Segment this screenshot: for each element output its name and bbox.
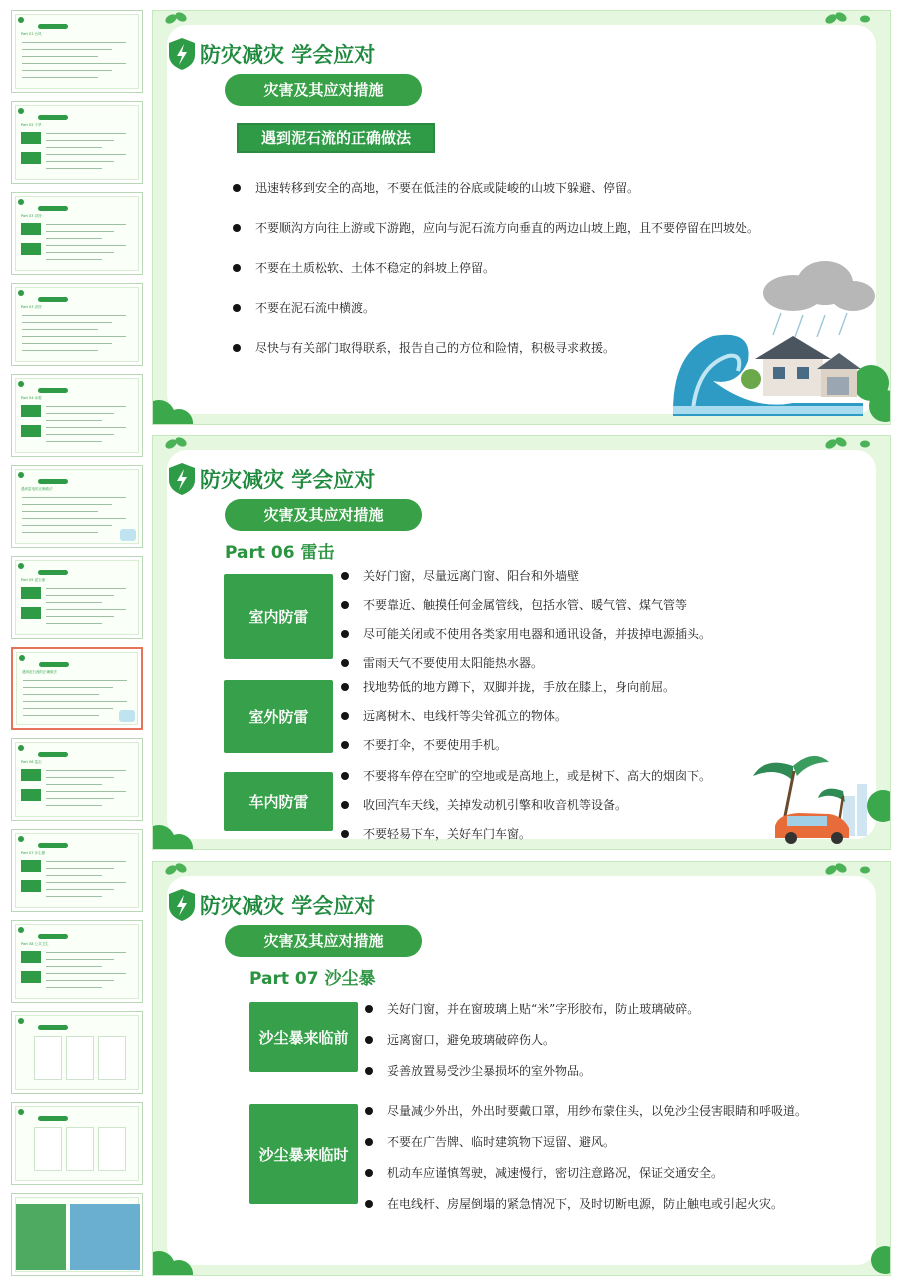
slide-thumbnail[interactable]	[11, 192, 143, 275]
bullet-item: 不要在广告牌、临时建筑物下逗留、避风。	[361, 1133, 807, 1150]
thumb-text-line	[46, 868, 114, 869]
thumb-part-label: Part 08 公共卫生	[21, 942, 49, 946]
thumb-part-label: Part 01 台风	[21, 32, 42, 36]
group-bullet-list	[337, 678, 675, 765]
thumb-box	[21, 860, 41, 872]
group-bullet-list	[337, 567, 711, 683]
subtitle-pill: 灾害及其应对措施	[225, 74, 422, 106]
bullet-item: 妥善放置易受沙尘暴损坏的室外物品。	[361, 1062, 699, 1079]
bullet-item: 不要轻易下车，关好车门车窗。	[337, 825, 711, 842]
bullet-item: 雷雨天气不要使用太阳能热水器。	[337, 654, 711, 671]
slide-thumbnail[interactable]	[11, 647, 143, 730]
shield-logo-icon	[167, 888, 197, 922]
thumb-text-line	[46, 259, 102, 260]
thumb-text-line	[22, 525, 112, 526]
slide-thumbnail-panel[interactable]	[0, 0, 150, 1286]
thumb-box	[21, 243, 41, 255]
group-bullet-list	[361, 1102, 807, 1226]
thumb-pill	[38, 1116, 68, 1121]
thumb-text-line	[46, 889, 114, 890]
thumb-text-line	[46, 616, 114, 617]
thumb-card	[98, 1036, 126, 1080]
thumb-text-line	[22, 329, 98, 330]
slide-sandstorm[interactable]	[152, 861, 891, 1276]
thumb-text-line	[46, 980, 114, 981]
thumb-logo-icon	[18, 836, 24, 842]
thumb-pill	[38, 115, 68, 120]
thumb-text-line	[46, 147, 102, 148]
bullet-item: 迅速转移到安全的高地，不要在低洼的谷底或陡峻的山坡下躲避、停留。	[229, 179, 759, 196]
thumb-box	[21, 607, 41, 619]
thumb-part-label: 遇到泥石流的正确做法	[22, 670, 57, 674]
group-label-box: 沙尘暴来临时	[249, 1104, 358, 1204]
thumb-text-line	[46, 154, 126, 155]
thumb-text-line	[46, 959, 114, 960]
thumb-text-line	[46, 413, 114, 414]
bullet-item: 关好门窗，尽量远离门窗、阳台和外墙壁	[337, 567, 711, 584]
thumb-text-line	[46, 133, 126, 134]
thumb-text-line	[46, 252, 114, 253]
thumb-text-line	[46, 882, 126, 883]
thumb-text-line	[46, 420, 102, 421]
thumb-text-line	[22, 343, 112, 344]
thumb-pill	[38, 388, 68, 393]
thumb-text-line	[46, 623, 102, 624]
slide-thumbnail[interactable]	[11, 101, 143, 184]
thumb-text-line	[46, 434, 114, 435]
slide-thumbnail[interactable]	[11, 465, 143, 548]
slide-debris-flow[interactable]	[152, 10, 891, 425]
thumb-part-label: Part 04 冰雹	[21, 396, 42, 400]
thumb-pill	[38, 479, 68, 484]
thumb-illustration	[119, 710, 135, 722]
slide-thumbnail[interactable]	[11, 283, 143, 366]
thumb-text-line	[46, 441, 102, 442]
thumb-box	[21, 223, 41, 235]
thumb-text-line	[46, 791, 126, 792]
thumb-box	[21, 880, 41, 892]
bullet-item: 不要靠近、触摸任何金属管线，包括水管、暖气管、煤气管等	[337, 596, 711, 613]
group-label-box: 室外防雷	[224, 680, 333, 753]
thumb-box	[21, 152, 41, 164]
thumb-logo-icon	[18, 1018, 24, 1024]
bullet-item: 尽量减少外出，外出时要戴口罩，用纱布蒙住头，以免沙尘侵害眼睛和呼吸道。	[361, 1102, 807, 1119]
thumb-text-line	[22, 70, 112, 71]
thumb-illustration	[120, 529, 136, 541]
slide-thumbnail[interactable]	[11, 374, 143, 457]
thumb-part-label: Part 02 干旱	[21, 123, 42, 127]
thumb-box	[21, 951, 41, 963]
thumb-box	[21, 405, 41, 417]
bullet-item: 在电线杆、房屋倒塌的紧急情况下，及时切断电源，防止触电或引起火灾。	[361, 1195, 807, 1212]
thumb-text-line	[22, 336, 126, 337]
thumb-pill	[38, 934, 68, 939]
bullet-item: 不要顺沟方向往上游或下游跑，应向与泥石流方向垂直的两边山坡上跑，且不要停留在凹坡处。	[229, 219, 759, 236]
thumb-pill	[39, 662, 69, 667]
thumb-text-line	[46, 896, 102, 897]
group-bullet-list	[337, 767, 711, 850]
thumb-text-line	[22, 350, 98, 351]
thumb-text-line	[46, 973, 126, 974]
thumb-text-line	[23, 680, 127, 681]
thumb-text-line	[22, 532, 98, 533]
thumb-logo-icon	[18, 290, 24, 296]
thumb-text-line	[46, 224, 126, 225]
thumb-text-line	[46, 805, 102, 806]
part-heading: Part 06 雷击	[225, 543, 335, 563]
thumb-box	[21, 971, 41, 983]
bullet-item: 关好门窗，并在窗玻璃上贴“米”字形胶布，防止玻璃破碎。	[361, 1000, 699, 1017]
thumb-pill	[38, 752, 68, 757]
bullet-item: 尽可能关闭或不使用各类家用电器和通讯设备，并拔掉电源插头。	[337, 625, 711, 642]
thumb-part-label: Part 03 洪涝	[21, 305, 42, 309]
thumb-logo-icon	[18, 745, 24, 751]
slide-title: 防灾减灾 学会应对	[200, 468, 376, 492]
slide-thumbnail[interactable]	[11, 1102, 143, 1185]
thumb-text-line	[23, 701, 127, 702]
bullet-item: 远离树木、电线杆等尖耸孤立的物体。	[337, 707, 675, 724]
group-bullet-list	[361, 1000, 699, 1093]
group-label-box: 沙尘暴来临前	[249, 1002, 358, 1072]
thumb-card	[66, 1036, 94, 1080]
thumb-logo-icon	[18, 108, 24, 114]
bullet-item: 尽快与有关部门取得联系，报告自己的方位和险情，积极寻求救援。	[229, 339, 759, 356]
thumb-text-line	[22, 497, 126, 498]
thumb-pill	[38, 297, 68, 302]
thumb-text-line	[46, 798, 114, 799]
thumb-text-line	[46, 609, 126, 610]
slide-lightning[interactable]	[152, 435, 891, 850]
thumb-box	[21, 132, 41, 144]
thumb-text-line	[46, 231, 114, 232]
thumb-box	[21, 769, 41, 781]
thumb-part-label: Part 03 洪涝	[21, 214, 42, 218]
thumb-text-line	[23, 715, 99, 716]
thumb-text-line	[22, 77, 98, 78]
thumb-logo-icon	[18, 472, 24, 478]
thumb-text-line	[46, 770, 126, 771]
thumb-text-line	[46, 602, 102, 603]
thumb-logo-icon	[18, 563, 24, 569]
thumb-card	[66, 1127, 94, 1171]
slide-title: 防灾减灾 学会应对	[200, 43, 376, 67]
thumb-card	[34, 1127, 62, 1171]
thumb-text-line	[23, 708, 113, 709]
thumb-text-line	[46, 427, 126, 428]
thumb-text-line	[22, 518, 126, 519]
thumb-text-line	[22, 42, 126, 43]
thumb-pill	[38, 1025, 68, 1030]
part-heading: Part 07 沙尘暴	[249, 969, 376, 989]
thumb-logo-icon	[18, 927, 24, 933]
thumb-card	[98, 1127, 126, 1171]
thumb-text-line	[46, 987, 102, 988]
thumb-part-label: Part 07 沙尘暴	[21, 851, 46, 855]
thumb-text-line	[22, 63, 126, 64]
section-heading: 遇到泥石流的正确做法	[237, 123, 435, 153]
thumb-pill	[38, 843, 68, 848]
thumb-text-line	[46, 777, 114, 778]
thumb-logo-icon	[18, 1109, 24, 1115]
thumb-text-line	[23, 694, 99, 695]
shield-logo-icon	[167, 462, 197, 496]
bullet-item: 收回汽车天线，关掉发动机引擎和收音机等设备。	[337, 796, 711, 813]
thumb-text-line	[23, 687, 113, 688]
bullet-item: 找地势低的地方蹲下，双脚并拢，手放在膝上，身向前屈。	[337, 678, 675, 695]
group-label-box: 室内防雷	[224, 574, 333, 659]
bullet-item: 机动车应谨慎驾驶，减速慢行，密切注意路况，保证交通安全。	[361, 1164, 807, 1181]
thumb-text-line	[22, 322, 112, 323]
bullet-list	[229, 179, 759, 379]
thumb-text-line	[46, 140, 114, 141]
thumb-logo-icon	[18, 199, 24, 205]
thumb-pill	[38, 206, 68, 211]
thumb-text-line	[46, 595, 114, 596]
thumb-text-line	[22, 49, 112, 50]
bullet-item: 不要将车停在空旷的空地或是高地上，或是树下、高大的烟囱下。	[337, 767, 711, 784]
slide-thumbnail[interactable]	[11, 556, 143, 639]
thumb-logo-icon	[18, 381, 24, 387]
slide-thumbnail[interactable]	[11, 829, 143, 912]
thumb-text-line	[46, 406, 126, 407]
bullet-item: 不要打伞，不要使用手机。	[337, 736, 675, 753]
slide-thumbnail[interactable]	[11, 1193, 143, 1276]
subtitle-pill: 灾害及其应对措施	[225, 925, 422, 957]
group-label-box: 车内防雷	[224, 772, 333, 831]
thumb-text-line	[46, 861, 126, 862]
thumb-poster-image	[70, 1204, 140, 1270]
thumb-text-line	[22, 56, 98, 57]
slide-thumbnail[interactable]	[11, 1011, 143, 1094]
thumb-text-line	[46, 875, 102, 876]
thumb-text-line	[46, 588, 126, 589]
thumb-box	[21, 587, 41, 599]
slide-thumbnail[interactable]	[11, 10, 143, 93]
slide-title: 防灾减灾 学会应对	[200, 894, 376, 918]
thumb-pill	[38, 570, 68, 575]
bullet-item: 不要在泥石流中横渡。	[229, 299, 759, 316]
thumb-part-label: Part 06 雷击	[21, 760, 42, 764]
thumb-text-line	[46, 784, 102, 785]
thumb-text-line	[46, 238, 102, 239]
thumb-box	[21, 789, 41, 801]
thumb-logo-icon	[18, 17, 24, 23]
bullet-item: 不要在土质松软、土体不稳定的斜坡上停留。	[229, 259, 759, 276]
slide-thumbnail[interactable]	[11, 920, 143, 1003]
thumb-part-label: Part 05 泥石流	[21, 578, 46, 582]
thumb-part-label: 遇到雷电的正确做法	[21, 487, 53, 491]
thumb-sidebar	[16, 1204, 66, 1270]
thumb-text-line	[22, 315, 126, 316]
thumb-text-line	[46, 245, 126, 246]
shield-logo-icon	[167, 37, 197, 71]
thumb-text-line	[22, 504, 112, 505]
thumb-pill	[38, 24, 68, 29]
thumb-text-line	[22, 511, 98, 512]
thumb-box	[21, 425, 41, 437]
bullet-item: 远离窗口，避免玻璃破碎伤人。	[361, 1031, 699, 1048]
thumb-text-line	[46, 161, 114, 162]
thumb-text-line	[46, 168, 102, 169]
thumb-text-line	[46, 952, 126, 953]
slide-thumbnail[interactable]	[11, 738, 143, 821]
thumb-text-line	[46, 966, 102, 967]
thumb-logo-icon	[19, 655, 25, 661]
thumb-card	[34, 1036, 62, 1080]
subtitle-pill: 灾害及其应对措施	[225, 499, 422, 531]
